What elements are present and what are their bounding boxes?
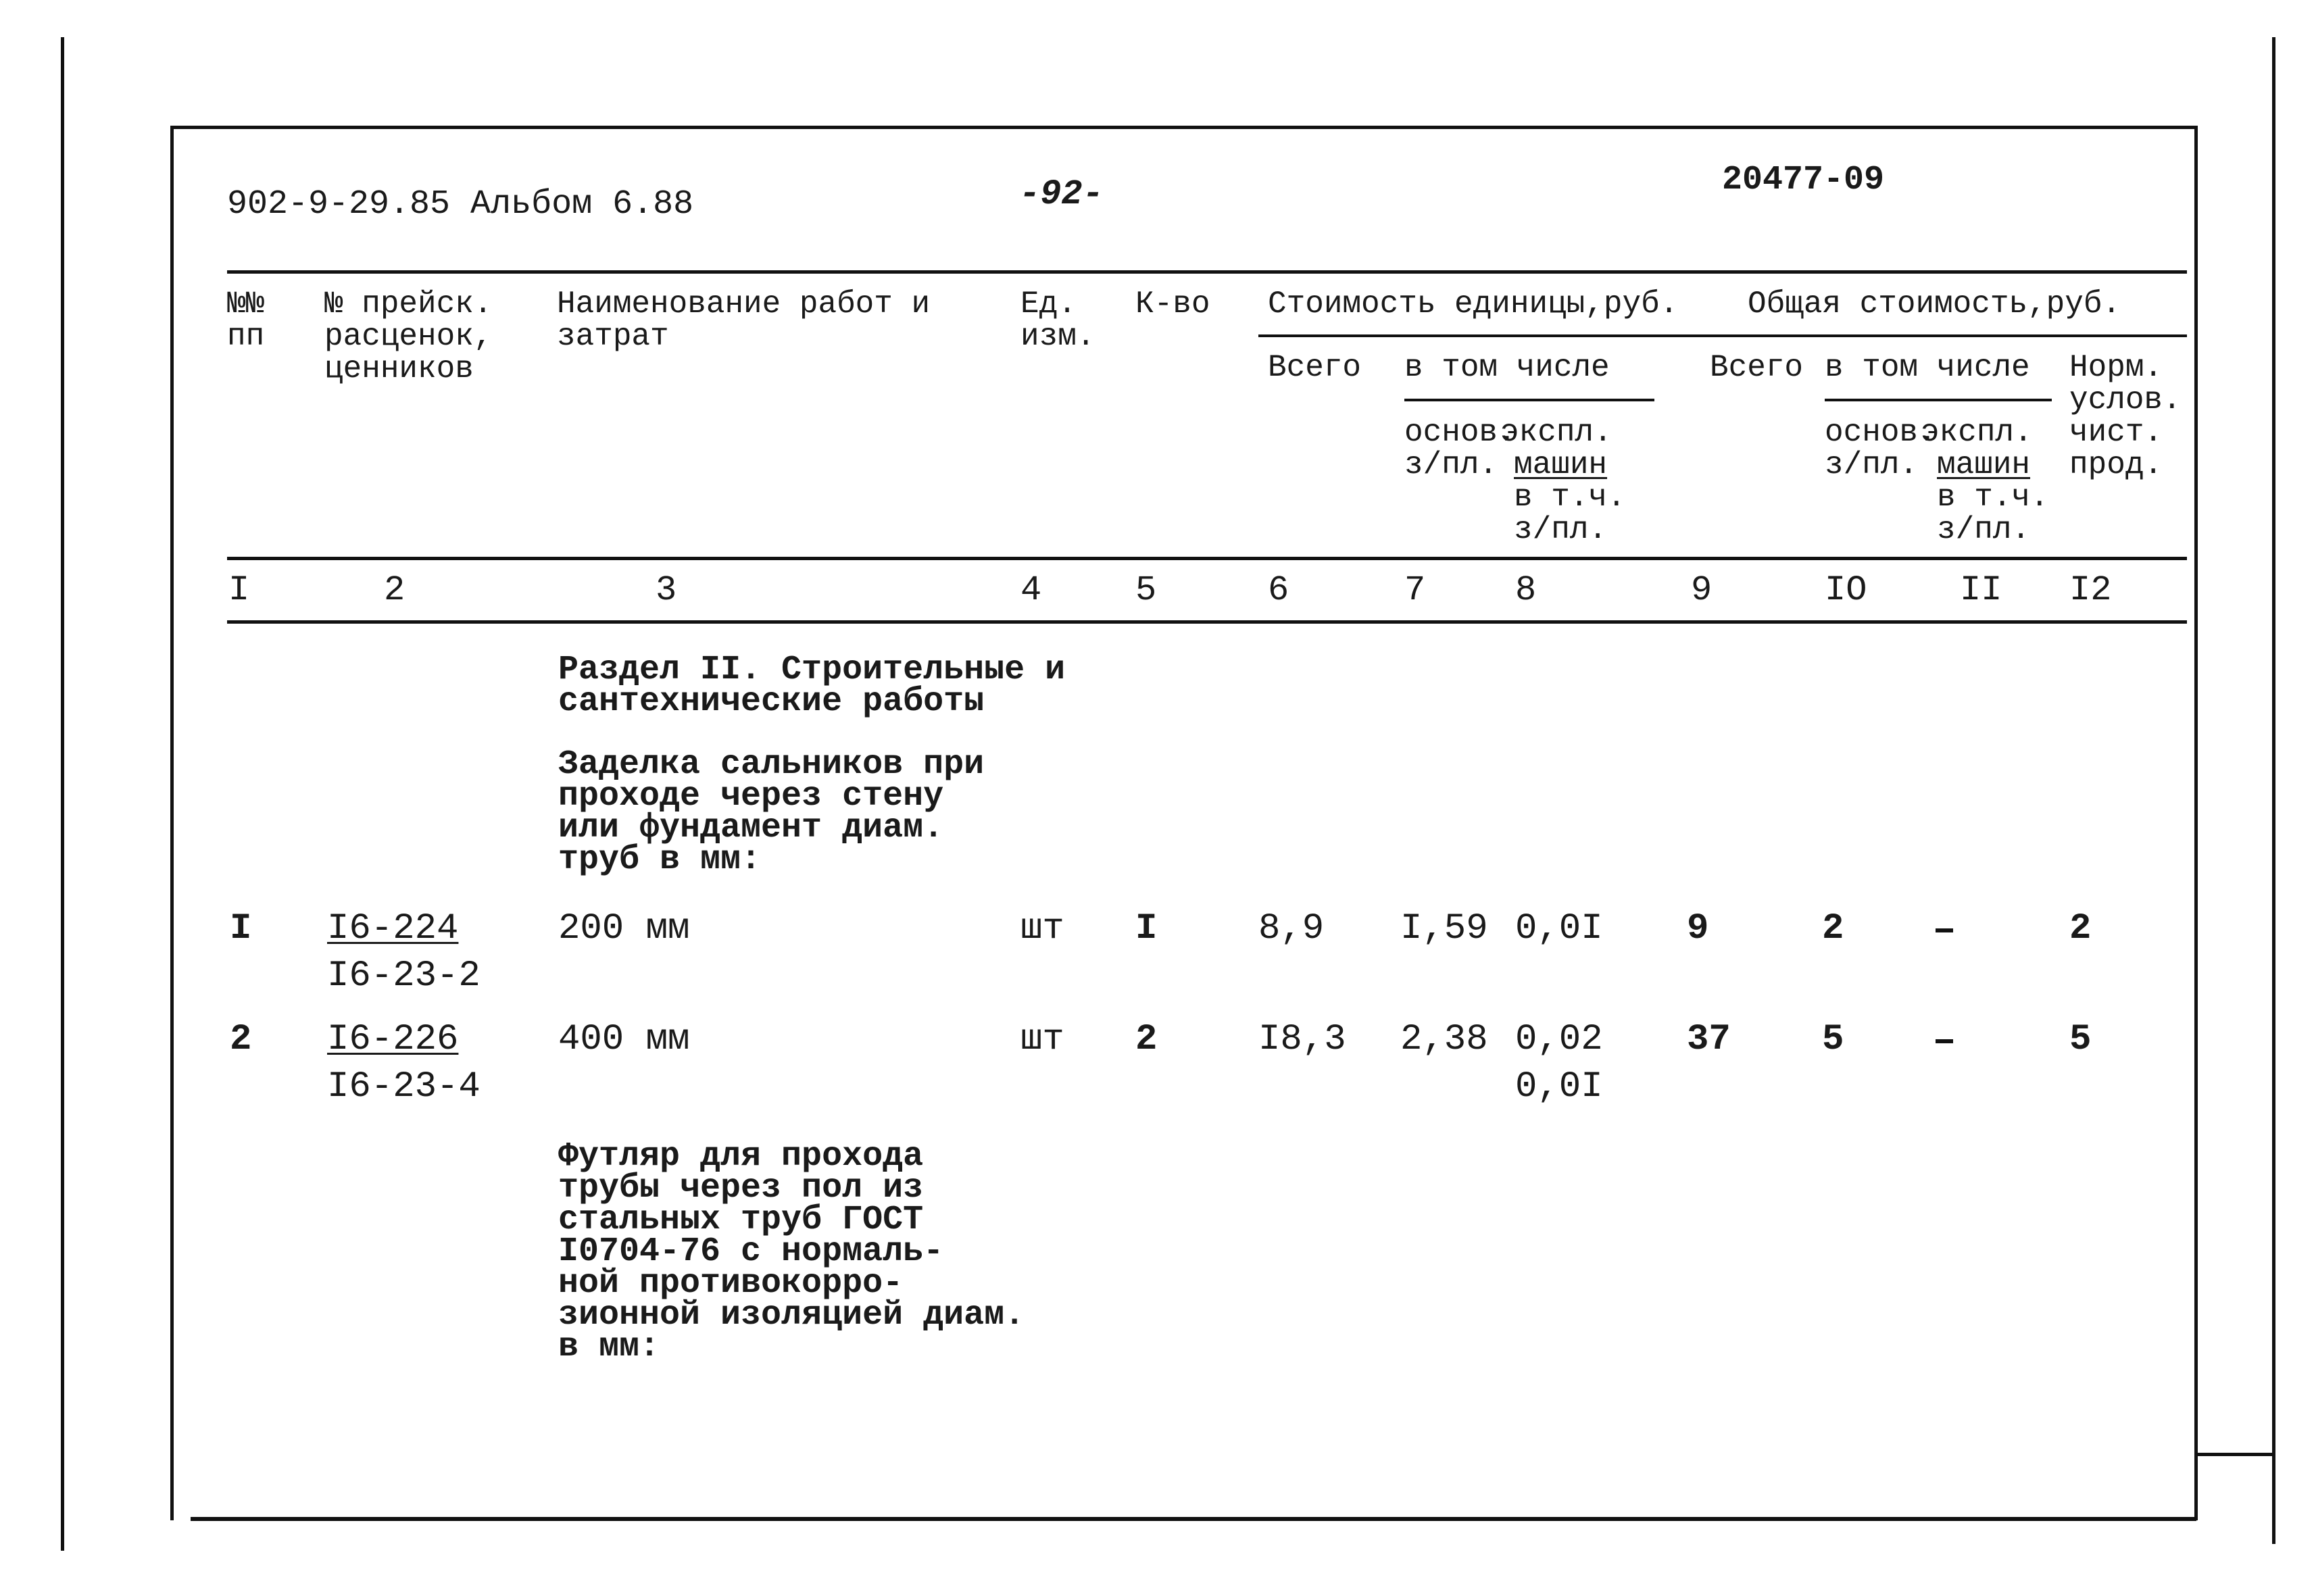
page-number: -92- (1019, 174, 1104, 214)
row-1-unit-basic: I,59 (1400, 908, 1488, 949)
total-total-header: Всего (1710, 350, 1804, 385)
unit-mach-header: экспл. (1500, 415, 1613, 450)
header-bottom-rule (227, 557, 2187, 560)
row-2-total: 37 (1687, 1019, 1731, 1060)
norm-header: Норм. услов. чист. прод. (2069, 350, 2182, 482)
row-1-number: I (230, 908, 252, 949)
cost-sub-rule (1258, 334, 2187, 337)
col-number-11: II (1960, 570, 2002, 610)
right-margin-line (2272, 37, 2275, 1544)
col-number-4: 4 (1020, 570, 1042, 610)
col-unit-header: Ед. изм. (1020, 286, 1096, 354)
total-incl-rule (1825, 399, 2052, 401)
row-1-total-basic: 2 (1822, 908, 1844, 949)
row-2-code: I6-226 (327, 1019, 459, 1060)
unit-incl-header: в том числе (1404, 350, 1610, 385)
total-mach-header: экспл. (1921, 415, 2033, 450)
total-incl-header: в том числе (1825, 350, 2030, 385)
col-number-10: IO (1825, 570, 1867, 610)
table-top-rule (227, 270, 2187, 274)
row-2-unit-basic: 2,38 (1400, 1019, 1488, 1060)
col-qty-header: К-во (1135, 286, 1210, 322)
col-number-5: 5 (1135, 570, 1157, 610)
total-basic-header: основ. з/пл. (1825, 415, 1937, 482)
frame-bottom (191, 1517, 2196, 1521)
col-name-header: Наименование работ и затрат (557, 286, 931, 354)
row-2-unit-mach: 0,02 (1515, 1019, 1603, 1060)
col-code-header: № прейск. расценок, ценников (324, 286, 493, 386)
row-1-total: 9 (1687, 908, 1709, 949)
numbers-bottom-rule (227, 620, 2187, 624)
row-1-name: 200 мм (558, 908, 690, 949)
col-number-6: 6 (1268, 570, 1289, 610)
col-num-header: №№ пп (227, 286, 265, 354)
row-2-total-mach-dash (1936, 1039, 1953, 1043)
row-2-norm: 5 (2069, 1019, 2092, 1060)
section-title: Раздел II. Строительные и сантехнические работы (558, 651, 1066, 721)
total-cost-header: Общая стоимость,руб. (1748, 286, 2121, 322)
row-2-unit: шт (1020, 1019, 1064, 1060)
left-margin-line (61, 37, 64, 1551)
row-2-total-basic: 5 (1822, 1019, 1844, 1060)
col-number-9: 9 (1691, 570, 1713, 610)
row-1-total-mach-dash (1936, 928, 1953, 932)
col-number-8: 8 (1515, 570, 1537, 610)
group-heading-2: Футляр для прохода трубы через пол из стальных труб ГОСТ I0704-76 с нормаль- ной противокорро- зионной изоляцией диам. в мм: (558, 1137, 1025, 1366)
frame-tab-line (2194, 1453, 2275, 1456)
col-number-7: 7 (1404, 570, 1426, 610)
row-1-unit-total: 8,9 (1258, 908, 1325, 949)
unit-mach-wage-header: в т.ч. з/пл. (1514, 480, 1626, 547)
doc-code: 902-9-29.85 Альбом 6.88 (227, 185, 694, 224)
unit-incl-rule (1404, 399, 1654, 401)
frame-left (170, 126, 174, 1520)
row-2-name: 400 мм (558, 1019, 690, 1060)
frame-top (170, 126, 2196, 129)
group-heading-1: Заделка сальников при проходе через стену или фундамент диам. труб в мм: (558, 745, 985, 879)
unit-cost-header: Стоимость единицы,руб. (1268, 286, 1679, 322)
row-2-number: 2 (230, 1019, 252, 1060)
row-1-code: I6-224 (327, 908, 459, 949)
row-1-norm: 2 (2069, 908, 2092, 949)
col-number-1: I (228, 570, 250, 610)
stamp-number: 20477-09 (1722, 161, 1885, 199)
col-number-2: 2 (384, 570, 405, 610)
row-2-unit-mach-wage: 0,0I (1515, 1066, 1603, 1107)
total-mach-wage-header: в т.ч. з/пл. (1937, 480, 2049, 547)
unit-basic-header: основ. з/пл. (1404, 415, 1517, 482)
row-2-code-2: I6-23-4 (327, 1066, 481, 1107)
row-1-qty: I (1135, 908, 1158, 949)
row-1-unit: шт (1020, 908, 1064, 949)
row-2-qty: 2 (1135, 1019, 1158, 1060)
row-2-unit-total: I8,3 (1258, 1019, 1346, 1060)
row-1-code-2: I6-23-2 (327, 955, 481, 997)
unit-mach-header-2: машин (1514, 447, 1608, 482)
col-number-3: 3 (656, 570, 677, 610)
total-mach-header-2: машин (1937, 447, 2031, 482)
frame-right (2194, 126, 2198, 1520)
unit-total-header: Всего (1268, 350, 1362, 385)
row-1-unit-mach: 0,0I (1515, 908, 1603, 949)
col-number-12: I2 (2069, 570, 2112, 610)
